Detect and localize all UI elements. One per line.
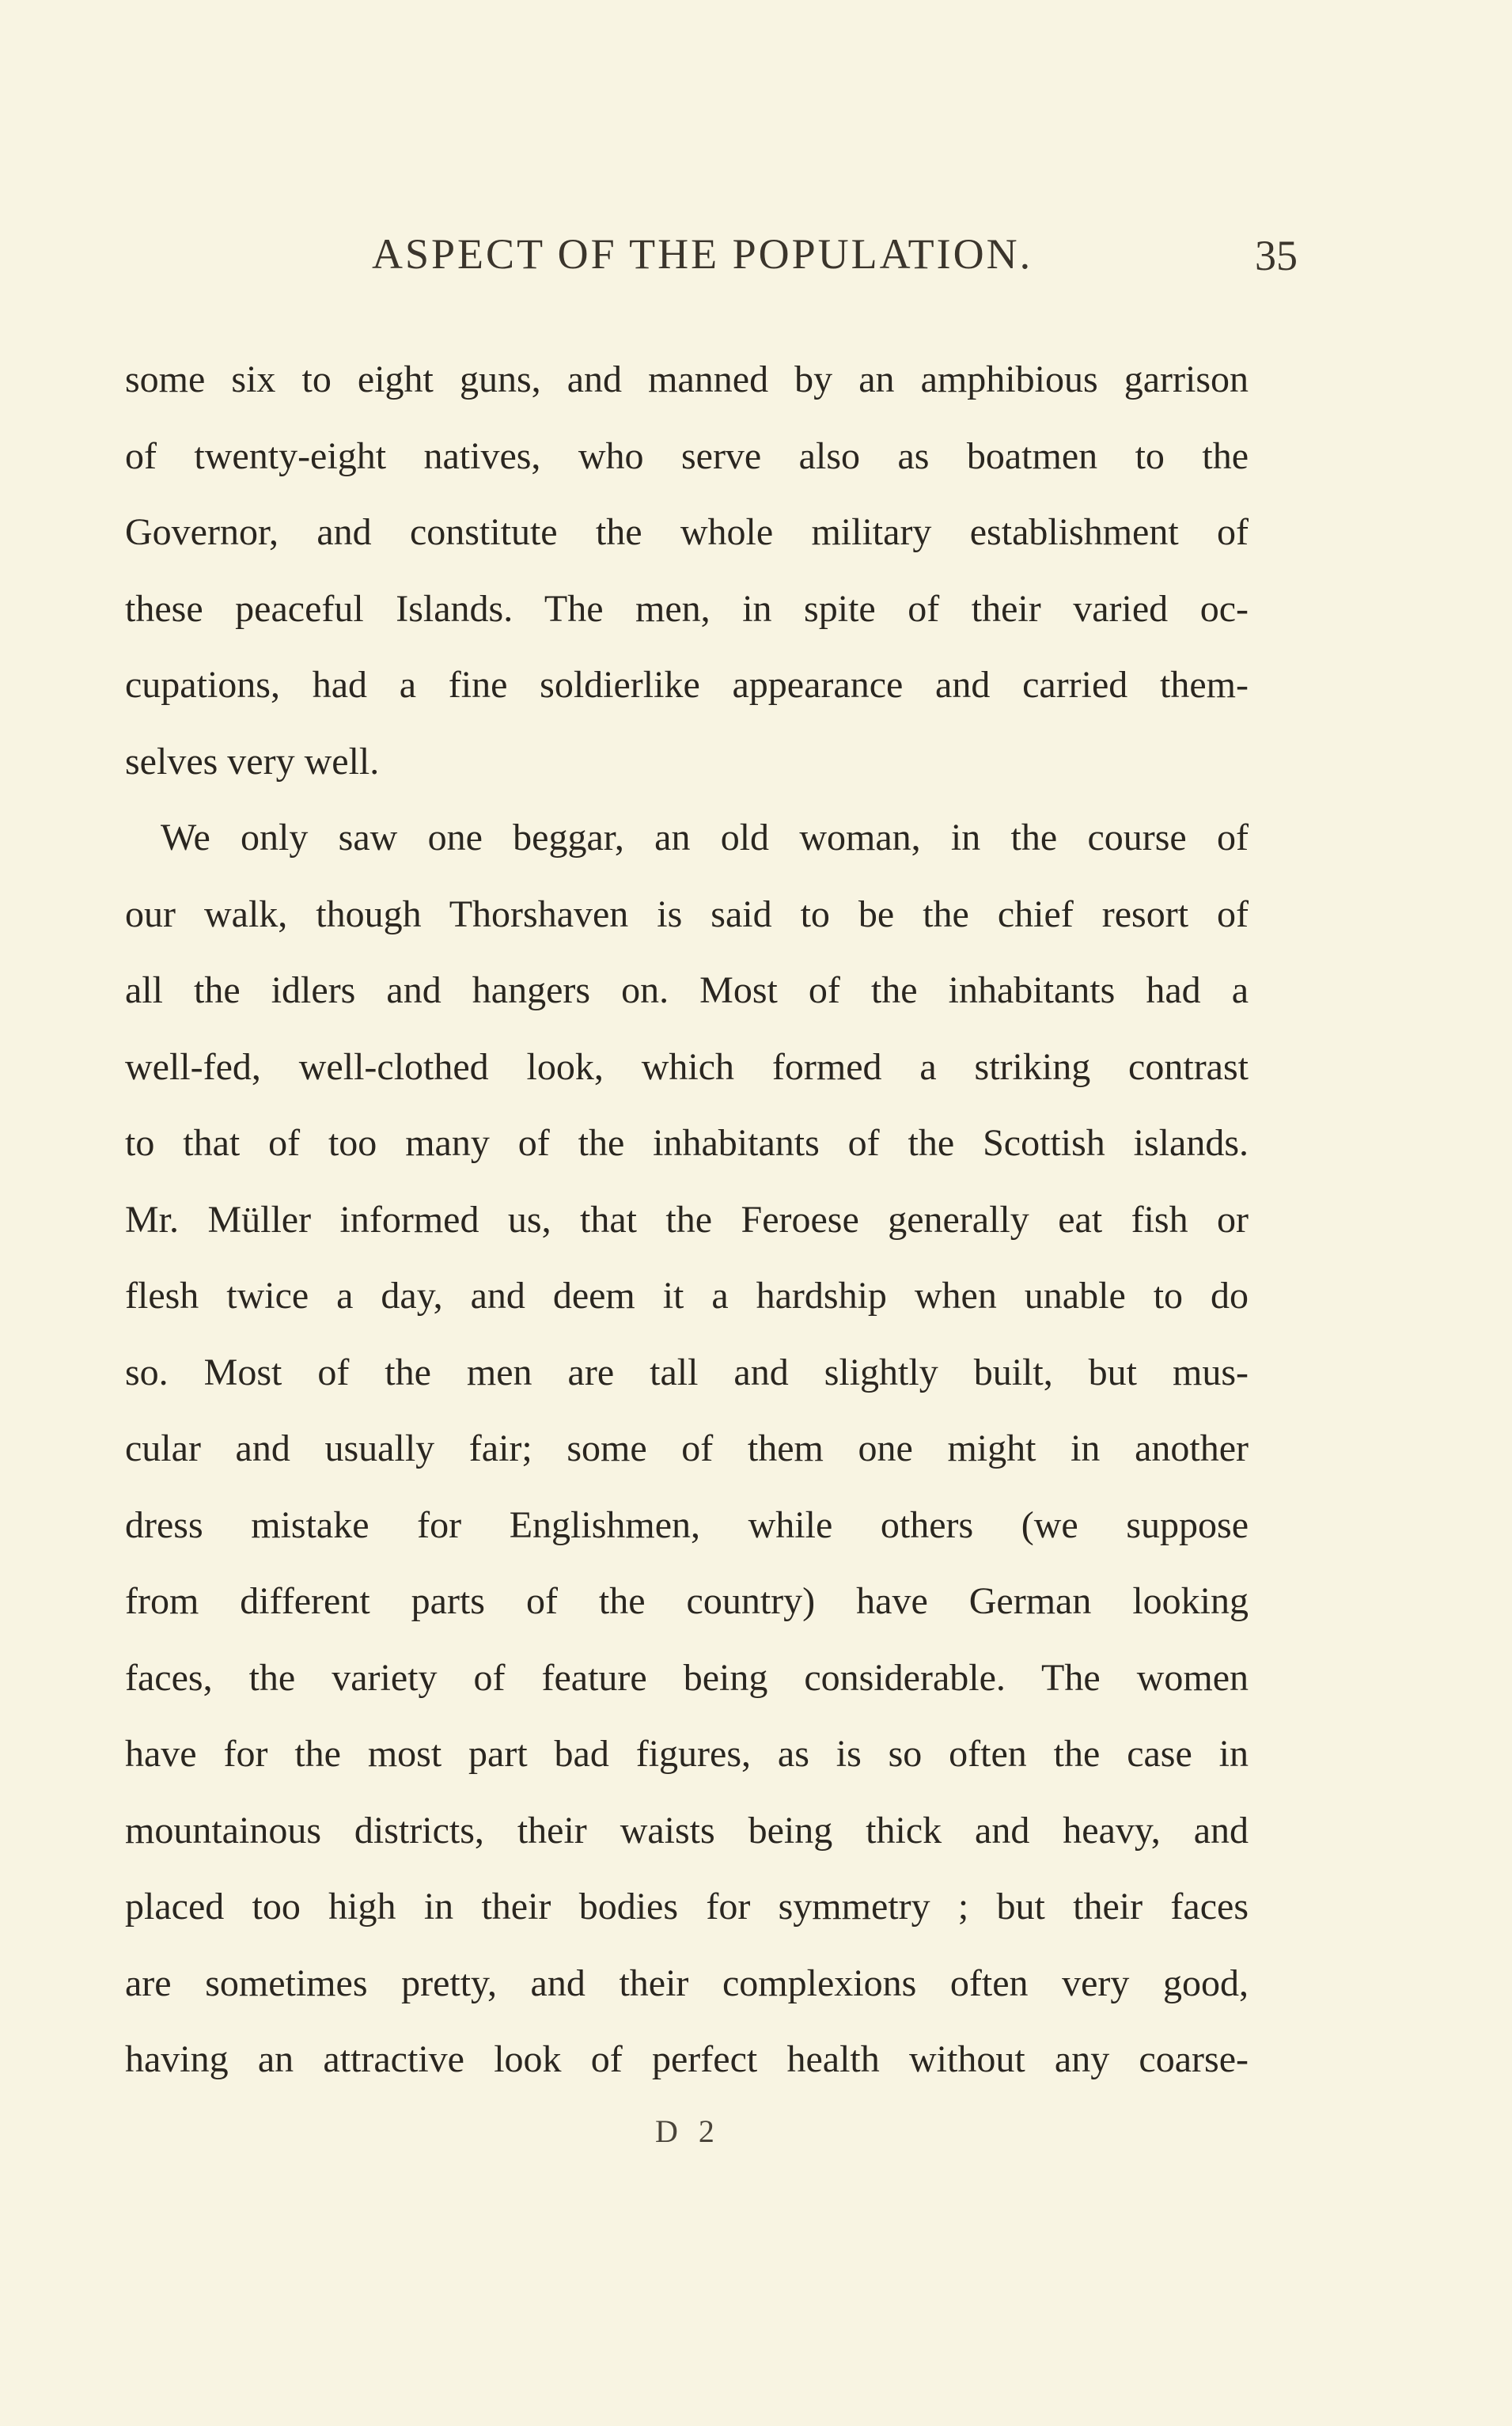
text-line: to that of too many of the inhabitants of the Scottish islands. bbox=[125, 1122, 1249, 1164]
page-number: 35 bbox=[1255, 232, 1298, 279]
text-line: are sometimes pretty, and their complexions often very good, bbox=[125, 1962, 1249, 2004]
signature-mark: D 2 bbox=[655, 2113, 721, 2149]
body-text bbox=[125, 342, 1249, 2098]
text-line: all the idlers and hangers on. Most of the inhabitants had a bbox=[125, 969, 1249, 1011]
text-line: placed too high in their bodies for symmetry ; but their faces bbox=[125, 1886, 1249, 1928]
text-line: having an attractive look of perfect health without any coarse- bbox=[125, 2038, 1249, 2080]
text-line: cupations, had a fine soldierlike appearance and carried them- bbox=[125, 664, 1249, 706]
running-title: ASPECT OF THE POPULATION. bbox=[372, 230, 1033, 278]
text-line: selves very well. bbox=[125, 740, 380, 783]
text-line: faces, the variety of feature being considerable. The women bbox=[125, 1656, 1249, 1699]
text-line: mountainous districts, their waists being thick and heavy, and bbox=[125, 1809, 1249, 1852]
text-line: well-fed, well-clothed look, which formed a striking contrast bbox=[125, 1045, 1249, 1088]
text-line: have for the most part bad figures, as is so often the case in bbox=[125, 1733, 1249, 1775]
text-line: flesh twice a day, and deem it a hardship when unable to do bbox=[125, 1275, 1249, 1317]
text-line: our walk, though Thorshaven is said to be the chief resort of bbox=[125, 893, 1249, 935]
text-line: of twenty-eight natives, who serve also as boatmen to the bbox=[125, 434, 1249, 477]
text-line: some six to eight guns, and manned by an amphibious garrison bbox=[125, 358, 1249, 400]
text-line: cular and usually fair; some of them one might in another bbox=[125, 1427, 1249, 1469]
text-line: We only saw one beggar, an old woman, in the course of bbox=[161, 817, 1249, 859]
text-line: from different parts of the country) have German looking bbox=[125, 1580, 1249, 1622]
text-line: dress mistake for Englishmen, while others (we suppose bbox=[125, 1503, 1249, 1546]
text-line: these peaceful Islands. The men, in spite of their varied oc- bbox=[125, 587, 1249, 630]
text-line: Mr. Müller informed us, that the Feroese generally eat fish or bbox=[125, 1198, 1249, 1241]
text-line: Governor, and constitute the whole military establishment of bbox=[125, 511, 1249, 553]
text-line: so. Most of the men are tall and slightly built, but mus- bbox=[125, 1351, 1249, 1393]
